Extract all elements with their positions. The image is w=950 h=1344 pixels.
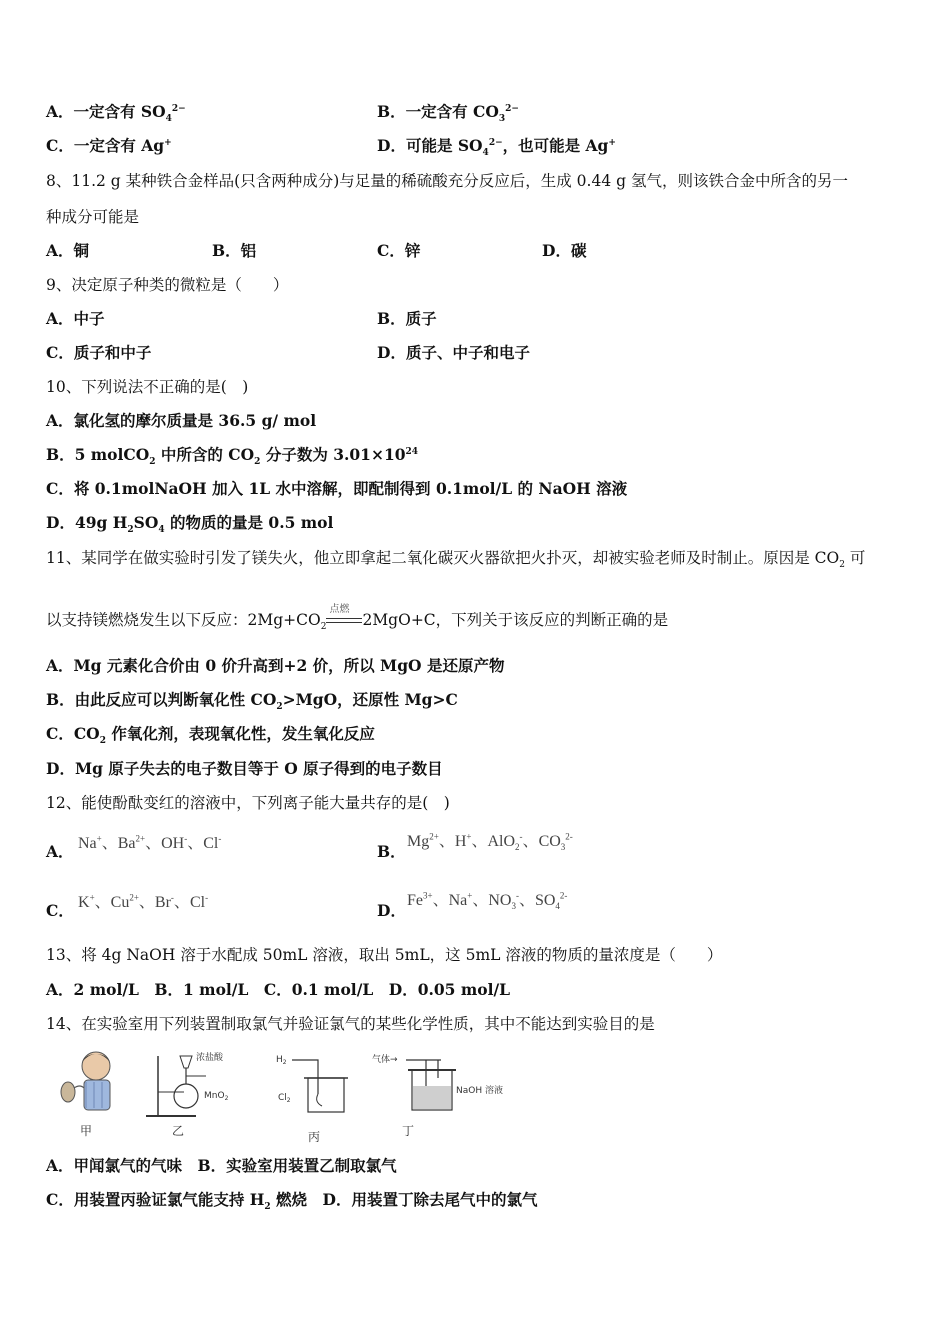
q10-option-a: A．氯化氢的摩尔质量是 36.5 g/ mol [46, 411, 317, 430]
reaction-condition: 点燃 [329, 604, 350, 615]
q9-stem: 9、决定原子种类的微粒是（ ） [46, 276, 289, 294]
q7-option-d: D．可能是 $SO_4^{2-}$，也可能是 Ag+ [377, 136, 616, 159]
q8-option-a: A．铜 [46, 241, 90, 260]
q7-option-a: A．一定含有 $SO_4^{2-}$ [46, 102, 186, 125]
q8-options [46, 241, 646, 261]
q11-option-c: C．$CO_2$ 作氧化剂，表现氧化性，发生氧化反应 [46, 724, 375, 747]
apparatus-drawing [46, 1048, 526, 1122]
flask-apparatus [146, 1051, 229, 1116]
cl2-label: $Cl_2$ [278, 1093, 291, 1104]
fig-label-ding: 丁 [402, 1124, 415, 1138]
gas-jar-apparatus [276, 1055, 348, 1112]
q13-options: A．2 mol/L B．1 mol/L C．0.1 mol/L D．0.05 mol/L [46, 980, 511, 999]
q12-option-c-label: C． [46, 901, 74, 920]
fig-label-jia: 甲 [80, 1124, 93, 1138]
q9-option-b: B．质子 [377, 309, 437, 328]
q12-row-ab [46, 832, 746, 864]
q12-row-cd [46, 891, 746, 923]
q11-stem-line1: 11、某同学在做实验时引发了镁失火，他立即拿起二氧化碳灭火器欲把火扑灭，却被实验老师及时制止。原因是 $CO_2$ 可 [46, 549, 866, 571]
q12-option-d-ions: $Fe^{3+}$、Na+、$NO_3^-$、$SO_4^{2-}$ [407, 890, 568, 912]
mno2-label: MnO$_2$ [204, 1091, 229, 1102]
q14-apparatus-figure [46, 1048, 526, 1144]
q11-option-d: D．Mg 原子失去的电子数目等于 O 原子得到的电子数目 [46, 759, 443, 778]
q12-stem: 12、能使酚酞变红的溶液中，下列离子能大量共存的是( ) [46, 794, 450, 812]
q7-option-c: C．一定含有 Ag+ [46, 136, 172, 155]
q12-option-c-ions: K+、$Cu^{2+}$、Br-、Cl- [78, 892, 209, 911]
q14-stem: 14、在实验室用下列装置制取氯气并验证氯气的某些化学性质，其中不能达到实验目的是 [46, 1015, 655, 1033]
q8-option-c: C．锌 [377, 241, 421, 260]
q9-option-d: D．质子、中子和电子 [377, 343, 530, 362]
q11-option-b: B．由此反应可以判断氧化性 $CO_2>MgO$，还原性 Mg>C [46, 690, 458, 713]
person-illustration [61, 1052, 110, 1110]
q12-option-a-ions: Na+、$Ba^{2+}$、OH-、Cl- [78, 833, 222, 852]
q12-option-d-label: D． [377, 901, 406, 920]
q11-stem-line2: 以支持镁燃烧发生以下反应：$2Mg+CO_2$ 点燃 2MgO+C，下列关于该反应的判断正确的是 [46, 610, 668, 630]
q7-row-cd [46, 136, 616, 159]
q7-row-ab [46, 102, 519, 125]
gas-label: 气体→ [372, 1055, 398, 1065]
q13-stem: 13、将 4g NaOH 溶于水配成 50mL 溶液，取出 5mL，这 5mL 溶液的物质的量浓度是（ ） [46, 946, 723, 964]
q8-option-d: D．碳 [542, 241, 587, 260]
q12-option-a-label: A． [46, 842, 74, 861]
q10-option-b: B．5 molCO$_2$ 中所含的 $CO_2$ 分子数为 $3.01\times 10^{24}$ [46, 445, 419, 468]
q10-option-c: C．将 0.1molNaOH 加入 1L 水中溶解，即配制得到 0.1mol/L 的 NaOH 溶液 [46, 479, 628, 498]
q14-options-ab: A．甲闻氯气的气味 B．实验室用装置乙制取氯气 [46, 1156, 397, 1175]
conc-hcl-label: 浓盐酸 [196, 1053, 224, 1063]
reaction-arrow [326, 604, 362, 630]
q10-option-d: D．49g $H_2SO_4$ 的物质的量是 0.5 mol [46, 513, 334, 536]
q8-stem-line2: 种成分可能是 [46, 208, 140, 226]
h2-label: $H_2$ [276, 1055, 287, 1066]
q12-option-b-ions: $Mg^{2+}$、H+、AlO$_2$-、$CO_3^{2-}$ [407, 831, 573, 853]
q14-options-cd: C．用装置丙验证氯气能支持 $H_2$ 燃烧 D．用装置丁除去尾气中的氯气 [46, 1190, 538, 1213]
q9-option-c: C．质子和中子 [46, 343, 152, 362]
q9-option-a: A．中子 [46, 309, 105, 328]
fig-label-yi: 乙 [172, 1124, 185, 1138]
q7-option-b: B．一定含有 $CO_3^{2-}$ [377, 102, 519, 125]
q8-stem-line1: 8、11.2 g 某种铁合金样品(只含两种成分)与足量的稀硫酸充分反应后，生成 0.44 g 氢气，则该铁合金中所含的另一 [46, 172, 848, 190]
naoh-label: NaOH 溶液 [456, 1086, 503, 1096]
q11-option-a: A．Mg 元素化合价由 0 价升高到+2 价，所以 MgO 是还原产物 [46, 656, 505, 675]
q9-row-cd [46, 343, 746, 363]
q8-option-b: B．铝 [212, 241, 257, 260]
naoh-absorber [372, 1053, 503, 1110]
q12-option-b-label: B． [377, 842, 406, 861]
fig-label-bing: 丙 [308, 1130, 321, 1144]
q10-stem: 10、下列说法不正确的是( ) [46, 378, 249, 396]
q9-row-ab [46, 309, 746, 329]
